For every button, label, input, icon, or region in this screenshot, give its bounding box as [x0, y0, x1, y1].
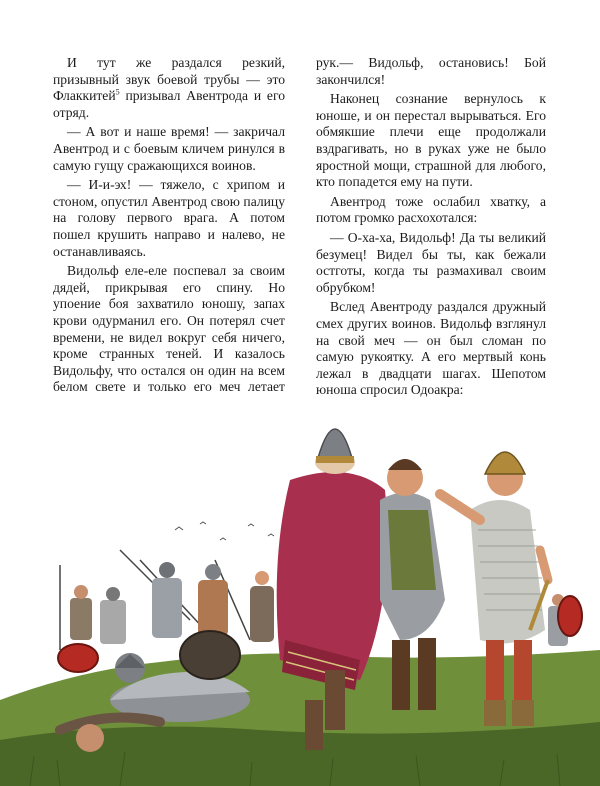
- paragraph: Видольф еле-еле поспевал за своим дядей, прикрывая его спину. Но упоение боя захватило юношу, запах крови одурманил его. Он потерял счет времени, не видел вокруг себя ничего, кроме странных теней. И казалось Видольфу, что остался он один на всем белом свете и только его меч летает: [53, 263, 285, 395]
- paragraph: — И-и-эх! — тяжело, с хрипом и стоном, опустил Авентрод свою палицу на голову первого врага. А потом пошел крушить направо и налево, не останавливаясь.: [53, 177, 285, 259]
- paragraph: — А вот и наше время! — закричал Авентрод и с боевым кличем ринулся в самую гущу сражающихся воинов.: [53, 124, 285, 173]
- footnote-marker: 5: [115, 87, 120, 97]
- right-text-column: [316, 55, 546, 458]
- paragraph: Вслед Авентроду раздался дружный смех других воинов. Видольф взглянул на свой меч — он был сломан по самую рукоятку. А его мертвый конь лежал в двадцати шагах. Шепотом юноша спросил Одоакра:: [316, 299, 546, 398]
- paragraph: рук.— Видольф, остановись! Бой закончился!: [316, 55, 546, 87]
- paragraph: И тут же раздался резкий, призывный звук боевой трубы — это Флаккитей$^5$ призывал Авентрода и его отряд.: [53, 55, 285, 120]
- paragraph: Наконец сознание вернулось к юноше, и он перестал вырываться. Его обмякшие плечи еще продолжали вздрагивать, но в руках уже не было яростной мощи, страшной для любого, кто попадется ему на пути.: [316, 91, 546, 190]
- paragraph: Авентрод тоже ослабил хватку, а потом громко расхохотался:: [316, 193, 546, 226]
- red-shield: [558, 596, 582, 636]
- battle-illustration: [0, 400, 600, 786]
- red-shield: [58, 644, 98, 672]
- paragraph: — О-ха-ха, Видольф! Да ты великий безумец! Видел бы ты, как бежали остготы, когда ты размахивал своим обрубком!: [316, 229, 546, 295]
